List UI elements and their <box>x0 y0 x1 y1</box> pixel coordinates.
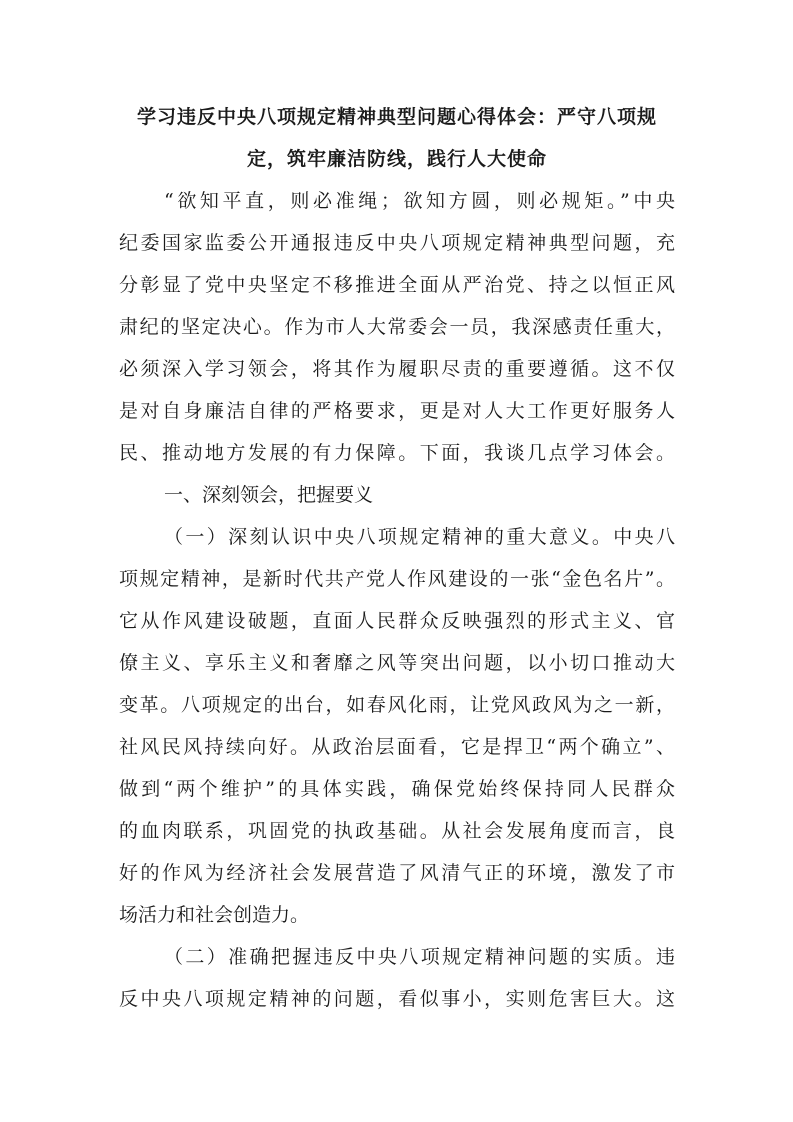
document-title-line-1: 学习违反中央八项规定精神典型问题心得体会：严守八项规 <box>136 106 657 128</box>
document-title-line-2: 定，筑牢廉洁防线，践行人大使命 <box>246 148 547 170</box>
section-heading-1: 一、深刻领会，把握要义 <box>164 484 374 506</box>
body-line-10: 项规定精神，是新时代共产党人作风建设的一张“金色名片”。 <box>119 568 675 590</box>
body-line-6: 是对自身廉洁自律的严格要求，更是对人大工作更好服务人 <box>119 400 675 422</box>
body-line-5: 必须深入学习领会，将其作为履职尽责的重要遵循。这不仅 <box>119 358 675 380</box>
body-line-13: 变革。八项规定的出台，如春风化雨，让党风政风为之一新， <box>119 694 675 716</box>
body-line-3: 分彰显了党中央坚定不移推进全面从严治党、持之以恒正风 <box>119 274 675 296</box>
body-line-11: 它从作风建设破题，直面人民群众反映强烈的形式主义、官 <box>119 610 675 632</box>
body-line-14: 社风民风持续向好。从政治层面看，它是捍卫“两个确立”、 <box>119 736 675 758</box>
body-line-17: 好的作风为经济社会发展营造了风清气正的环境，激发了市 <box>119 862 675 884</box>
body-line-2: 纪委国家监委公开通报违反中央八项规定精神典型问题，充 <box>119 232 675 254</box>
body-line-7: 民、推动地方发展的有力保障。下面，我谈几点学习体会。 <box>119 442 675 464</box>
body-line-19: （二）准确把握违反中央八项规定精神问题的实质。违 <box>164 946 675 968</box>
body-line-9: （一）深刻认识中央八项规定精神的重大意义。中央八 <box>164 526 675 548</box>
body-line-1: “欲知平直，则必准绳；欲知方圆，则必规矩。”中央 <box>164 190 675 212</box>
body-line-12: 僚主义、享乐主义和奢靡之风等突出问题，以小切口推动大 <box>119 652 675 674</box>
body-line-16: 的血肉联系，巩固党的执政基础。从社会发展角度而言，良 <box>119 820 675 842</box>
body-line-4: 肃纪的坚定决心。作为市人大常委会一员，我深感责任重大， <box>119 316 675 338</box>
body-line-15: 做到“两个维护”的具体实践，确保党始终保持同人民群众 <box>119 778 675 800</box>
body-line-18: 场活力和社会创造力。 <box>119 904 310 926</box>
body-line-20: 反中央八项规定精神的问题，看似事小，实则危害巨大。这 <box>119 988 675 1010</box>
